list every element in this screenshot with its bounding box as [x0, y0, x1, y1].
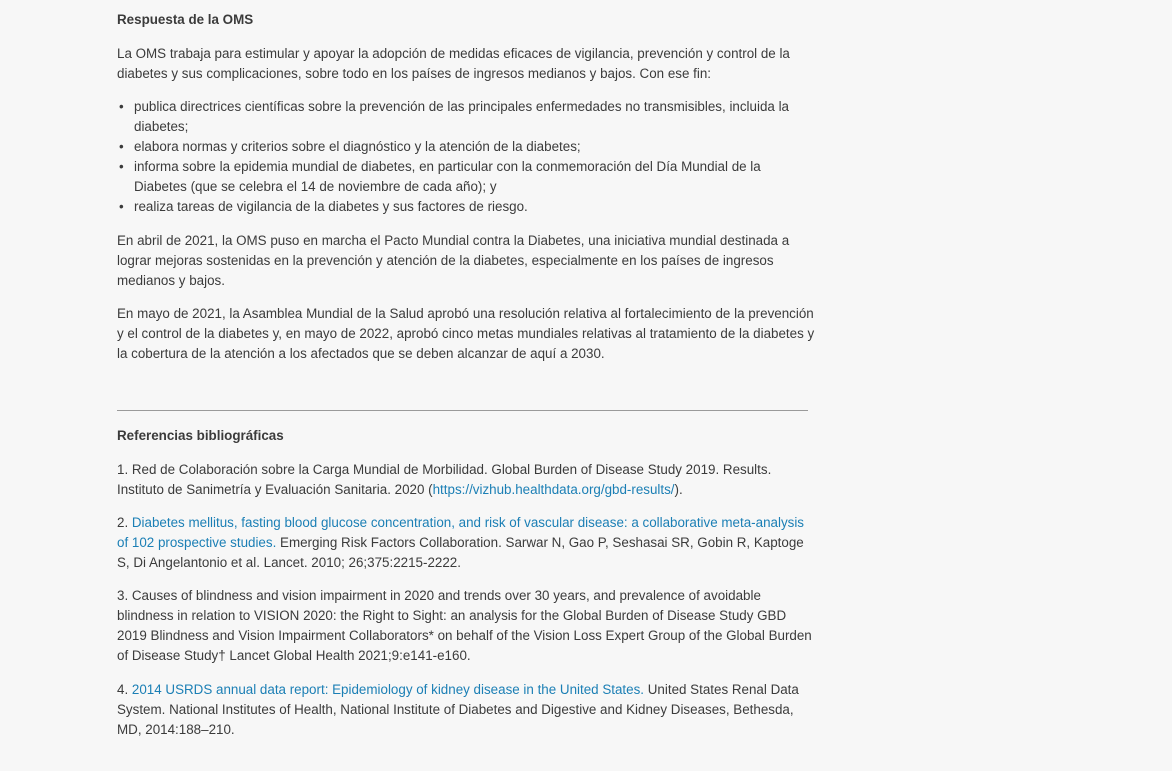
paragraph-global-compact: En abril de 2021, la OMS puso en marcha el Pacto Mundial contra la Diabetes, una iniciativa mundial destinada a lograr mejoras sostenidas en la prevención y atención de la diabetes, especialmente en los países de ingresos medianos y bajos.	[117, 233, 790, 288]
references-heading: Referencias bibliográficas	[117, 428, 284, 443]
reference-3: 3. Causes of blindness and vision impairment in 2020 and trends over 30 years, and prevalence of avoidable blindness in relation to VISION 2020: the Right to Sight: an analysis for the Global Burden of Disease Study GBD 2019 Blindness and Vision Impairment Collaborators* on behalf of the Vision Loss Expert Group of the Global Burden of Disease Study† Lancet Global Health 2021;9:e141-e160.	[117, 588, 812, 663]
reference-number: 2.	[117, 515, 132, 530]
list-item	[117, 197, 817, 217]
list-item-text: informa sobre la epidemia mundial de diabetes, en particular con la conmemoración del Día Mundial de la Diabetes (que se celebra el 14 de noviembre de cada año); y	[134, 159, 761, 194]
reference-1	[117, 460, 817, 500]
list-item-text: realiza tareas de vigilancia de la diabetes y sus factores de riesgo.	[134, 199, 528, 214]
reference-text: ).	[674, 482, 683, 497]
reference-link[interactable]: Diabetes mellitus, fasting blood glucose concentration, and risk of vascular disease: a collaborative meta-analysis of 102 prospective studies.	[117, 515, 805, 550]
reference-4	[117, 680, 817, 740]
reference-text: Emerging Risk Factors Collaboration. Sarwar N, Gao P, Seshasai SR, Gobin R, Kaptoge S, Di Angelantonio et al. Lancet. 2010; 26;375:2215-2222.	[117, 535, 804, 570]
reference-link[interactable]: https://vizhub.healthdata.org/gbd-results/	[432, 482, 675, 497]
bullet-marker: •	[119, 139, 124, 154]
list-item	[117, 137, 817, 157]
who-actions-list	[117, 97, 817, 217]
bullet-marker: •	[119, 199, 124, 214]
paragraph-world-health-assembly: En mayo de 2021, la Asamblea Mundial de la Salud aprobó una resolución relativa al fortalecimiento de la prevención y el control de la diabetes y, en mayo de 2022, aprobó cinco metas mundiales relativas al tratamiento de la diabetes y la cobertura de la atención a los afectados que se deben alcanzar de aquí a 2030.	[117, 306, 815, 361]
bullet-marker: •	[119, 99, 124, 114]
who-response-heading: Respuesta de la OMS	[117, 12, 254, 27]
list-item-text: elabora normas y criterios sobre el diagnóstico y la atención de la diabetes;	[134, 139, 581, 154]
reference-link[interactable]: 2014 USRDS annual data report: Epidemiology of kidney disease in the United States.	[131, 682, 645, 697]
reference-text: United States Renal Data System. National Institutes of Health, National Institute of Diabetes and Digestive and Kidney Diseases, Bethesda, MD, 2014:188–210.	[117, 682, 799, 737]
list-item	[117, 97, 817, 137]
list-item	[117, 157, 817, 197]
section-divider	[117, 410, 808, 411]
reference-number: 4.	[117, 682, 132, 697]
reference-text: 1. Red de Colaboración sobre la Carga Mundial de Morbilidad. Global Burden of Disease Study 2019. Results. Instituto de Sanimetría y Evaluación Sanitaria. 2020 (	[117, 462, 772, 497]
reference-2	[117, 513, 817, 573]
bullet-marker: •	[119, 159, 124, 174]
list-item-text: publica directrices científicas sobre la prevención de las principales enfermedades no transmisibles, incluida la diabetes;	[134, 99, 789, 134]
who-response-intro: La OMS trabaja para estimular y apoyar la adopción de medidas eficaces de vigilancia, prevención y control de la diabetes y sus complicaciones, sobre todo en los países de ingresos medianos y bajos. Con ese fin:	[117, 46, 790, 81]
